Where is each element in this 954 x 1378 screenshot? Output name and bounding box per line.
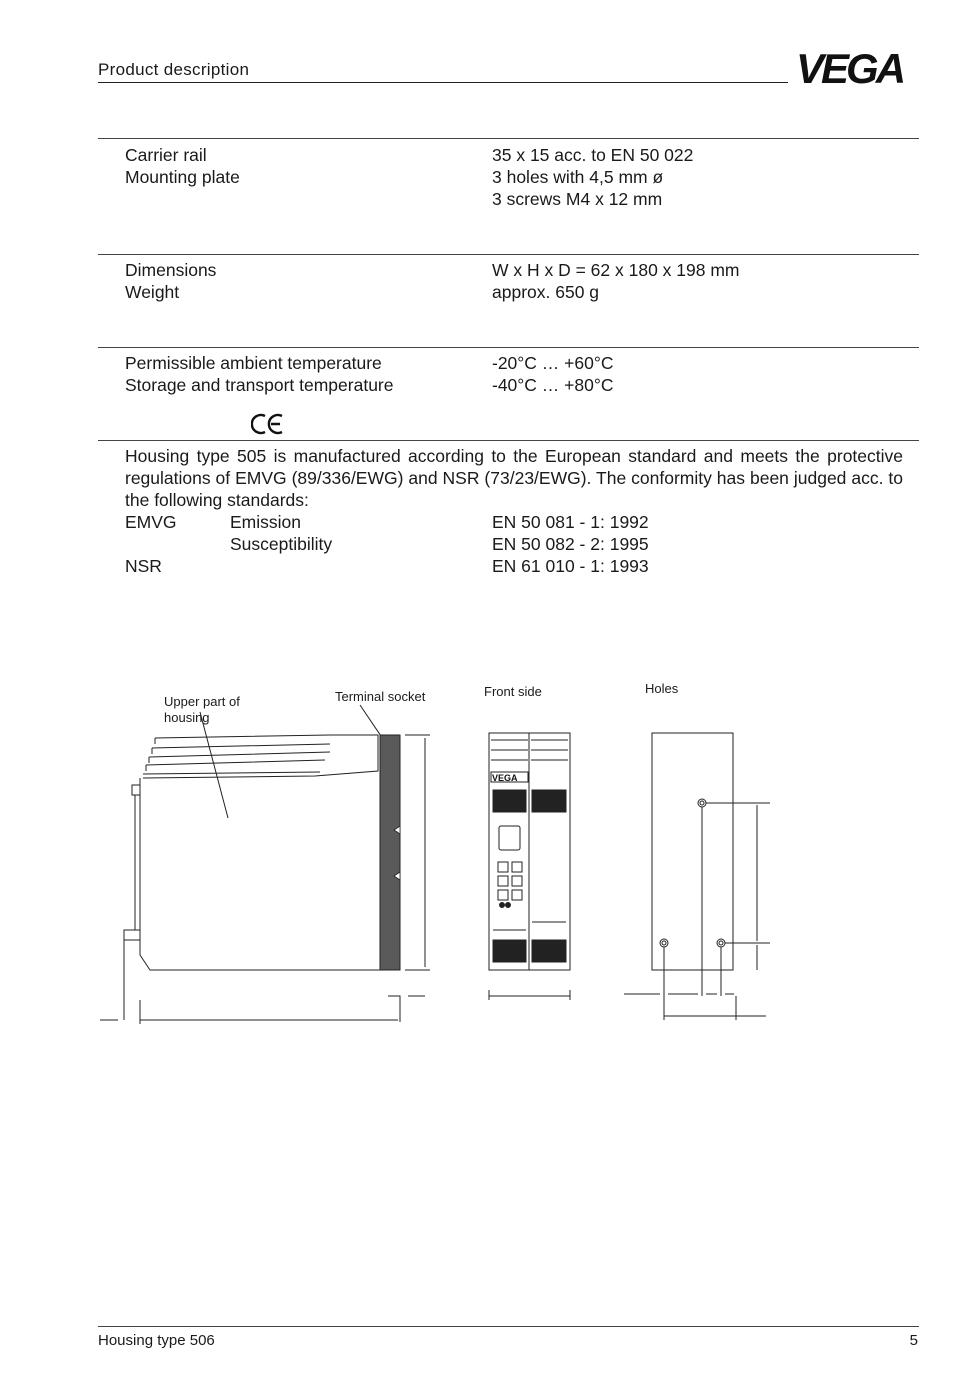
label-front-side: Front side bbox=[484, 684, 542, 699]
spec-label: Dimensions bbox=[125, 260, 217, 280]
spec-value: 3 holes with 4,5 mm ø bbox=[492, 167, 664, 187]
spec-label: Weight bbox=[125, 282, 180, 302]
standard-norm: EN 50 081 - 1: 1992 bbox=[492, 512, 649, 532]
footer-rule bbox=[98, 1326, 919, 1327]
standard-group: EMVG bbox=[125, 512, 177, 532]
spec-value: W x H x D = 62 x 180 x 198 mm bbox=[492, 260, 740, 280]
spec-label: Permissible ambient temperature bbox=[125, 353, 382, 373]
section-title: Product description bbox=[98, 60, 250, 79]
page-number: 5 bbox=[909, 1332, 918, 1349]
standard-item: Emission bbox=[230, 512, 301, 532]
terminal-socket-shape bbox=[380, 735, 400, 970]
spec-value: approx. 650 g bbox=[492, 282, 600, 302]
spec-value: 35 x 15 acc. to EN 50 022 bbox=[492, 145, 694, 165]
standard-norm: EN 50 082 - 2: 1995 bbox=[492, 534, 649, 554]
spec-value: -40°C … +80°C bbox=[492, 375, 614, 395]
standard-group: NSR bbox=[125, 556, 162, 576]
vega-logo-text: VEGA bbox=[796, 50, 904, 86]
standard-norm: EN 61 010 - 1: 1993 bbox=[492, 556, 649, 576]
label-upper-part: Upper part of housing bbox=[164, 694, 240, 725]
spec-label: Mounting plate bbox=[125, 167, 240, 187]
spec-label: Carrier rail bbox=[125, 145, 207, 165]
footer-title: Housing type 506 bbox=[98, 1332, 215, 1349]
front-logo-text: VEGA bbox=[492, 773, 518, 783]
label-terminal-socket: Terminal socket bbox=[335, 689, 426, 704]
holes-view bbox=[624, 733, 770, 1020]
spec-label: Storage and transport temperature bbox=[125, 375, 394, 395]
label-holes: Holes bbox=[645, 681, 679, 696]
conformity-paragraph: Housing type 505 is manufactured according to the European standard and meets the protective regulations of EMVG (89/336/EWG) and NSR (73/23/EWG). The conformity has been judged acc. to the following standards: bbox=[125, 446, 903, 510]
spec-value: -20°C … +60°C bbox=[492, 353, 614, 373]
spec-value: 3 screws M4 x 12 mm bbox=[492, 189, 663, 209]
standard-item: Susceptibility bbox=[230, 534, 333, 554]
